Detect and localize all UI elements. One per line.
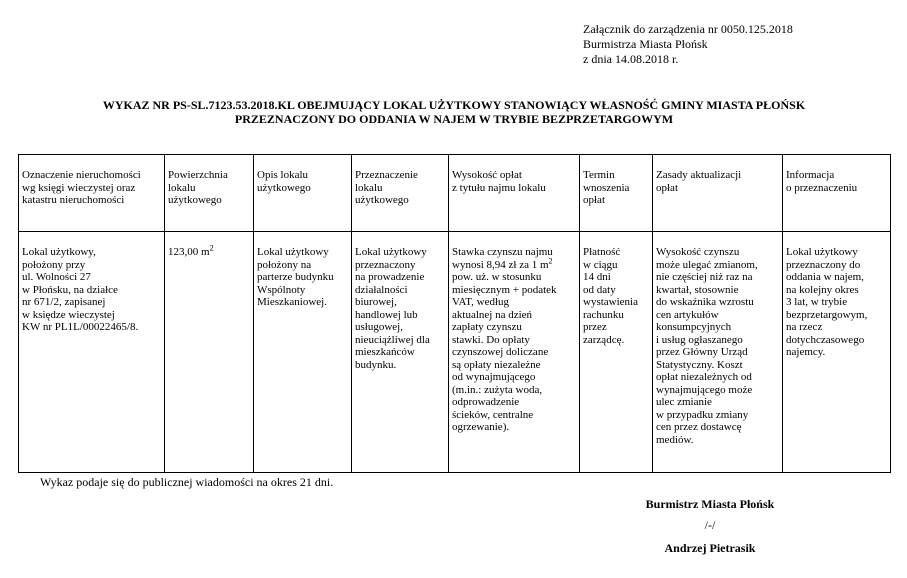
header-cell: Termin wnoszenia opłat: [580, 155, 653, 232]
annex-line-3: z dnia 14.08.2018 r.: [583, 52, 679, 66]
cell-property-designation: Lokal użytkowy, położony przy ul. Wolności 27 w Płońsku, na działce nr 671/2, zapisanej w księdze wieczystej KW nr PL1L/00022465/8.: [19, 232, 165, 473]
signature-name: Andrzej Pietrasik: [664, 541, 756, 555]
signature-mark: /-/: [704, 518, 716, 532]
table-header-row: [19, 155, 891, 232]
header-cell: Wysokość opłat z tytułu najmu lokalu: [449, 155, 580, 232]
annex-line-2: Burmistrza Miasta Płońsk: [583, 37, 708, 51]
header-cell: Informacja o przeznaczeniu: [783, 155, 891, 232]
title-line-1: WYKAZ NR PS-SL.7123.53.2018.KL OBEJMUJĄCY LOKAL UŻYTKOWY STANOWIĄCY WŁASNOŚĆ GMINY MIASTA PŁOŃSK: [102, 98, 806, 112]
cell-fees: Stawka czynszu najmu wynosi 8,94 zł za 1 $m^2$ pow. uż. w stosunku miesięcznym + podatek VAT, według aktualnej na dzień zapłaty czynszu stawki. Do opłaty czynszowej doliczane są opłaty niezależne od wynajmującego (m.in.: zużyta woda, odprowadzenie ścieków, centralne ogrzewanie).: [449, 232, 580, 473]
document-title: [20, 98, 888, 126]
header-cell: Oznaczenie nieruchomości wg księgi wieczystej oraz katastru nieruchomości: [19, 155, 165, 232]
annex-header: [583, 22, 893, 67]
cell-area: 123,00 $m^2$: [165, 232, 254, 473]
table-row: [19, 232, 891, 473]
cell-description: Lokal użytkowy położony na parterze budynku Wspólnoty Mieszkaniowej.: [254, 232, 352, 473]
cell-purpose-info: Lokal użytkowy przeznaczony do oddania w najem, na kolejny okres 3 lat, w trybie bezprzetargowym, na rzecz dotychczasowego najemcy.: [783, 232, 891, 473]
header-cell: Opis lokalu użytkowego: [254, 155, 352, 232]
annex-line-1: Załącznik do zarządzenia nr 0050.125.2018: [583, 22, 793, 36]
header-cell: Powierzchnia lokalu użytkowego: [165, 155, 254, 232]
cell-payment-term: Płatność w ciągu 14 dni od daty wystawienia rachunku przez zarządcę.: [580, 232, 653, 473]
cell-purpose: Lokal użytkowy przeznaczony na prowadzenie działalności biurowej, handlowej lub usługowej, nieuciążliwej dla mieszkańców budynku.: [352, 232, 449, 473]
header-cell: Przeznaczenie lokalu użytkowego: [352, 155, 449, 232]
cell-update-rules: Wysokość czynszu może ulegać zmianom, nie częściej niż raz na kwartał, stosownie do wskaźnika wzrostu cen artykułów konsumpcyjnych i usług ogłaszanego przez Główny Urząd Statystyczny. Koszt opłat niezależnych od wynajmującego może ulec zmianie w przypadku zmiany cen przez dostawcę mediów.: [653, 232, 783, 473]
property-table: [18, 154, 891, 473]
signature-title: Burmistrz Miasta Płońsk: [645, 497, 775, 511]
header-cell: Zasady aktualizacji opłat: [653, 155, 783, 232]
title-line-2: PRZEZNACZONY DO ODDANIA W NAJEM W TRYBIE BEZPRZETARGOWYM: [234, 112, 674, 126]
notice-text: Wykaz podaje się do publicznej wiadomości na okres 21 dni.: [40, 475, 334, 489]
